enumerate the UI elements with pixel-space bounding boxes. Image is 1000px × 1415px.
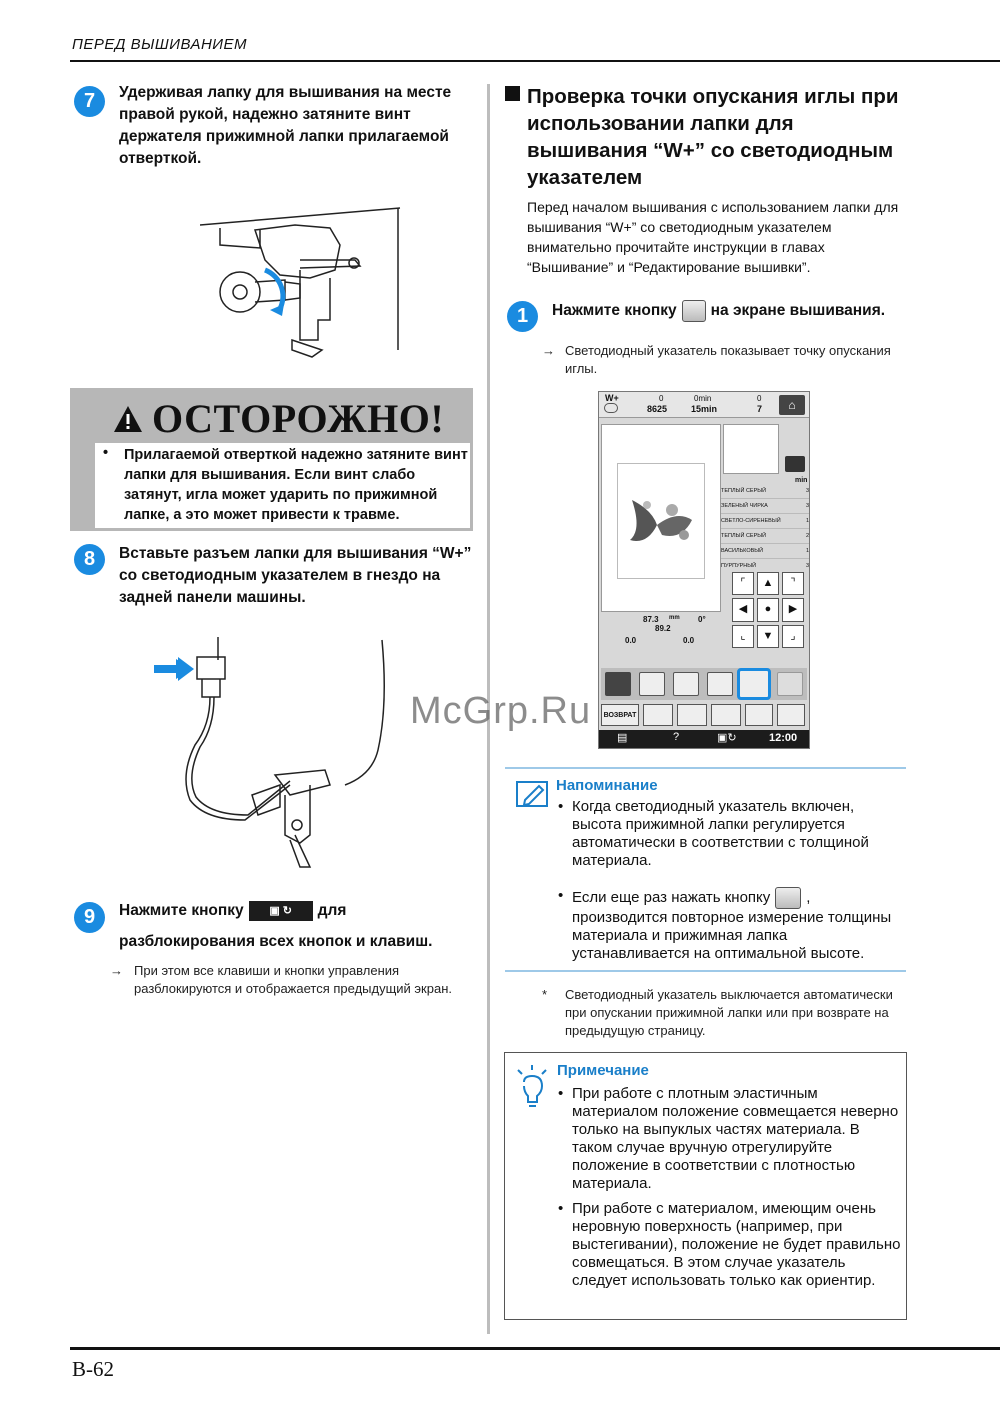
warning-title: [112, 395, 444, 442]
stitch-count: 8625: [647, 404, 668, 414]
thread-color-row[interactable]: [721, 499, 809, 514]
help-button[interactable]: ?: [673, 731, 680, 743]
thumbnail-view-button[interactable]: [785, 456, 805, 472]
center-dot-icon: ●: [764, 603, 772, 616]
thread-color-row[interactable]: [721, 514, 809, 529]
step-9-note: При этом все клавиши и кнопки управления разблокируются и отображается предыдущий экран.: [134, 963, 452, 996]
footer-rule: [70, 1347, 1000, 1350]
arrow-up-icon: ▲: [762, 577, 774, 589]
home-icon: ⌂: [788, 398, 796, 412]
move-down-right-button[interactable]: [782, 625, 804, 648]
led-pointer-screen-button[interactable]: [737, 668, 771, 700]
note-bullet-1: При работе с плотным эластичным материалом положение совмещается неверно только на выпуклых частях материала. В таком случае вручную отрегулируйте положение в соответствии с плотностью материала.: [572, 1085, 899, 1192]
thread-color-row[interactable]: [721, 544, 809, 559]
stitch-count-top: 0: [659, 394, 664, 403]
led-pointer-button-inline[interactable]: [775, 887, 801, 909]
unlock-button[interactable]: [249, 901, 313, 921]
wplus-label: W+: [605, 393, 619, 403]
design-width: 87.3: [643, 615, 659, 624]
step-7-text: Удерживая лапку для вышивания на месте правой рукой, надежно затяните винт держателя прижимной лапки прилагаемой отверткой.: [119, 84, 452, 167]
reminder-bullet-1: Когда светодиодный указатель включен, высота прижимной лапки регулируется автоматически в соответствии с толщиной материала.: [572, 798, 869, 869]
move-down-left-button[interactable]: [732, 625, 754, 648]
reminder-title: Напоминание: [556, 777, 658, 794]
note-title: Примечание: [557, 1062, 649, 1079]
step-9-text-line1: [119, 900, 479, 922]
back-button[interactable]: ВОЗВРАТ: [601, 704, 639, 726]
asterisk-mark: *: [542, 987, 548, 1002]
offset-horizontal: 0.0: [683, 636, 695, 645]
page-header-title: ПЕРЕД ВЫШИВАНИЕМ: [72, 36, 248, 53]
corner-up-right-icon: ⌝: [790, 577, 796, 589]
page-number: B-62: [72, 1357, 114, 1381]
screen-clock: 12:00: [769, 732, 798, 744]
color-count-top: 0: [757, 394, 762, 403]
thread-color-name: ТЕПЛЫЙ СЕРЫЙ: [721, 533, 767, 539]
thread-color-name: ЗЕЛЕНЫЙ ЧИРКА: [721, 503, 768, 509]
color-count: 7: [757, 404, 763, 414]
warning-text: Прилагаемой отверткой надежно затяните винт лапки для вышивания. Если винт слабо затянут, игла может ударить по прижимной лапке, а это может привести к травме.: [124, 447, 468, 523]
warning-bullet: •: [103, 445, 109, 461]
time-top: 0min: [694, 394, 712, 403]
warning-title-text: ОСТОРОЖНО!: [152, 396, 445, 441]
size-info: [603, 614, 723, 654]
step-1-text-a: Нажмите кнопку: [552, 302, 677, 320]
move-up-button[interactable]: [757, 572, 779, 595]
move-up-right-button[interactable]: [782, 572, 804, 595]
move-right-button[interactable]: [782, 598, 804, 621]
step-1-note: Светодиодный указатель показывает точку опускания иглы.: [565, 343, 891, 376]
section-title: Проверка точки опускания иглы при использовании лапки для вышивания “W+” со светодиодным указателем: [527, 85, 899, 189]
move-up-left-button[interactable]: [732, 572, 754, 595]
design-thumbnail: [723, 424, 779, 474]
thread-color-num: 3: [805, 503, 809, 509]
led-pointer-button[interactable]: [682, 300, 706, 322]
thread-color-name: ВАСИЛЬКОВЫЙ: [721, 548, 764, 554]
section-marker: [505, 86, 520, 101]
rotate-button[interactable]: [639, 672, 665, 696]
thread-color-num: 3: [805, 563, 809, 569]
time-remaining: 15min: [691, 404, 718, 414]
thread-color-num: 1: [805, 548, 809, 554]
watermark: McGrp.Ru: [410, 690, 592, 732]
design-height: 89.2: [655, 624, 671, 633]
lightbulb-icon: [512, 1064, 552, 1112]
note-bullet-2-dot: •: [558, 1200, 564, 1217]
foot-icon: [604, 403, 618, 413]
move-down-button[interactable]: [757, 625, 779, 648]
arrow-pad: [732, 572, 806, 648]
corner-down-right-icon: ⌟: [790, 629, 796, 642]
step-9-text-a: Нажмите кнопку: [119, 902, 244, 919]
embroidery-preview: [601, 424, 721, 612]
note-bullet-2: При работе с материалом, имеющим очень неровную поверхность (например, при выстегивании), положение не будет правильно совмещаться. В этом случае указатель следует использовать только как ориентир.: [572, 1200, 901, 1289]
unlock-icon: ▣ ↻: [269, 904, 292, 917]
arrow-down-icon: ▼: [762, 629, 774, 642]
thread-color-name: ПУРПУРНЫЙ: [721, 563, 757, 569]
reminder-bullet-1-dot: •: [558, 798, 564, 815]
thread-color-num: 3: [805, 488, 809, 494]
reminder-bullet-2-b: , производится повторное измерение толщины материала и прижимная лапка устанавливается на оптимальной высоте.: [572, 888, 892, 962]
thread-color-row[interactable]: [721, 484, 809, 499]
thread-color-name: СВЕТЛО-СИРЕНЕВЫЙ: [721, 518, 781, 524]
design-angle: 0°: [698, 615, 706, 624]
machine-screen: [598, 391, 810, 749]
warning-triangle-icon: [112, 404, 144, 434]
step-8-text: Вставьте разъем лапки для вышивания “W+” со светодиодным указателем в гнездо на задней панели машины.: [119, 545, 472, 606]
butterfly-design: [622, 490, 702, 555]
step-1-text: [552, 300, 912, 322]
corner-up-left-icon: ⌜: [740, 577, 746, 589]
step-8-badge: 8: [74, 544, 105, 575]
step-9-badge: 9: [74, 902, 105, 933]
step-1-badge: 1: [507, 301, 538, 332]
reminder-bullet-2-a: Если еще раз нажать кнопку: [572, 888, 771, 906]
thread-color-num: 2: [805, 533, 809, 539]
note-bullet-1-dot: •: [558, 1085, 564, 1102]
presser-foot-screw-illustration: [200, 200, 410, 365]
offset-vertical: 0.0: [625, 636, 637, 645]
step-9-text-c: разблокирования всех кнопок и клавиш.: [119, 933, 433, 950]
reminder-bullet-2-dot: •: [558, 887, 564, 904]
frame-move-button[interactable]: [777, 704, 805, 726]
trial-button[interactable]: [711, 704, 741, 726]
arrow-right-icon: ▶: [788, 603, 798, 616]
step-9-arrow: →: [110, 963, 123, 978]
manual-icon[interactable]: ▤: [617, 732, 628, 744]
center-button[interactable]: [757, 598, 779, 621]
thread-color-num: 1: [805, 518, 809, 524]
lock-icon[interactable]: ▣↻: [717, 732, 737, 744]
step-7-badge: 7: [74, 86, 105, 117]
needle-point-button[interactable]: [707, 672, 733, 696]
reminder-bullet-2: [572, 887, 902, 963]
step-1-text-b: на экране вышивания.: [710, 302, 886, 320]
step-1-arrow: →: [542, 343, 555, 358]
step-9-text-b: для: [317, 902, 347, 919]
home-button[interactable]: [779, 395, 805, 415]
arrow-left-icon: ◀: [738, 603, 748, 616]
asterisk-note: Светодиодный указатель выключается автоматически при опускании прижимной лапки или при возврате на предыдущую страницу.: [565, 987, 893, 1038]
thread-color-row[interactable]: [721, 529, 809, 544]
basting-button[interactable]: [745, 704, 773, 726]
thread-cut-button[interactable]: [643, 704, 673, 726]
thread-color-list: [721, 484, 809, 574]
connector-illustration: [150, 635, 400, 880]
tension-button[interactable]: [677, 704, 707, 726]
memo-pencil-icon: [515, 780, 549, 808]
screen-status-bar: [599, 392, 809, 418]
tool-row: [601, 668, 807, 700]
disabled-button[interactable]: [777, 672, 803, 696]
corner-down-left-icon: ⌞: [740, 629, 746, 642]
thread-color-name: ТЕПЛЫЙ СЕРЫЙ: [721, 488, 767, 494]
min-label: min: [795, 477, 808, 484]
mirror-button[interactable]: [673, 672, 699, 696]
header-rule: [70, 60, 1000, 62]
bottom-tool-row: [601, 704, 807, 728]
move-left-button[interactable]: [732, 598, 754, 621]
section-intro: Перед началом вышивания с использованием лапки для вышивания “W+” со светодиодным указателем внимательно прочитайте инструкции в главах “Вышивание” и “Редактирование вышивки”.: [527, 199, 899, 275]
layout-button[interactable]: [605, 672, 631, 696]
screen-footer: [599, 730, 809, 748]
width-unit: mm: [669, 615, 680, 621]
